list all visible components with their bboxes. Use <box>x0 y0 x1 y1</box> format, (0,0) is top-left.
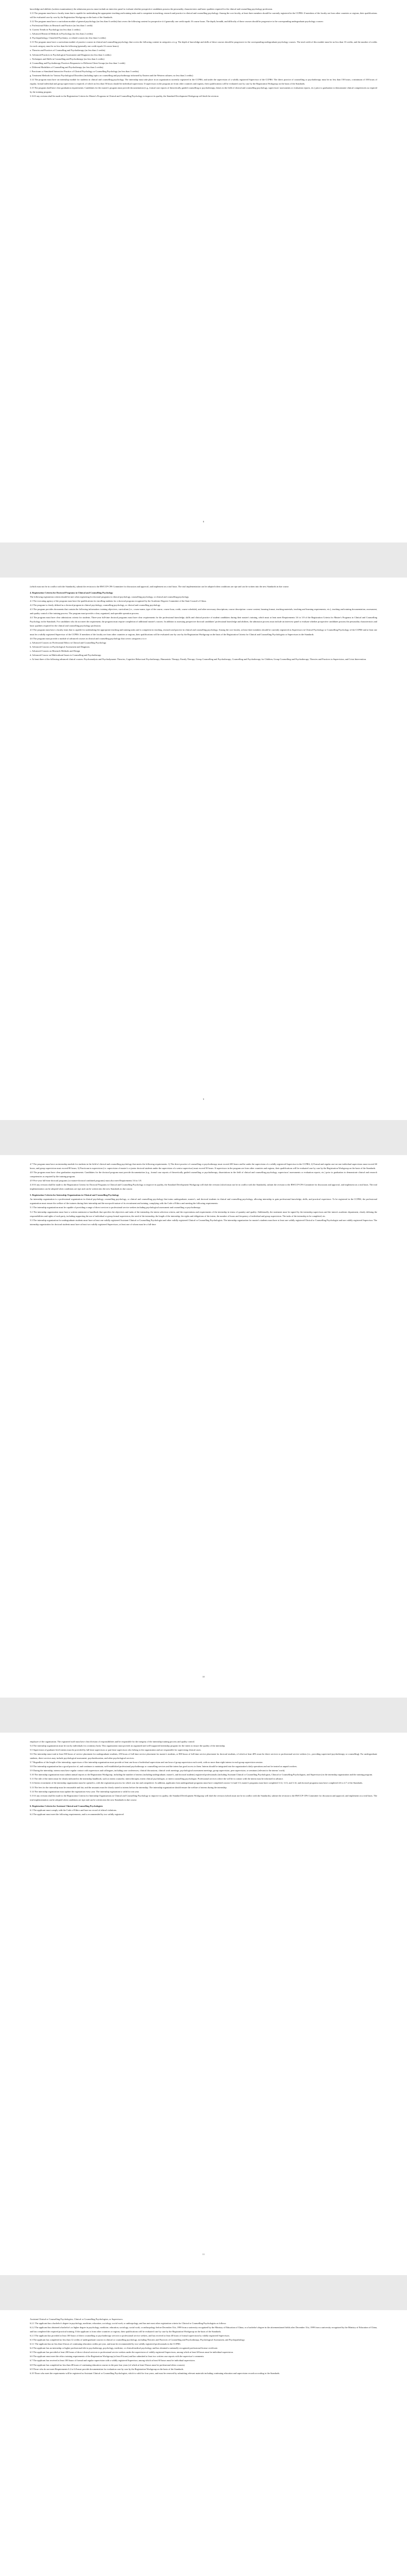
paragraph: 6.6 The applicant must meet the ethics training requirements of the Registration Workgroup (at least 8 hours) and has submitted at least two written case reports with the supervisor's comments. <box>30 2355 205 2358</box>
paragraph: 4.7 The program must have an internship module for students in the field of clinical and counselling psychology that meets the following requirements: 1) The direct practice of counselling or psychotherapy must exceed 200 hours and be under the supervision of a validly registered Supervisor in the CCPRS; 2) Formal and regular one-on-one individual supervision must exceed 60 hours, and group supervision must exceed 80 hours; 3) Practicum in supervision (i.e. supervision of master's or junior doctoral students under the supervision of a senior supervisor) must exceed 50 hours. If supervisors in the program are from other countries and regions, their qualifications will be evaluated case by case by the Registration Workgroup on the basis of the Standards. <box>30 1163 377 1170</box>
page-text <box>30 2317 377 2376</box>
section-heading: 4. Registration Criteria for Doctoral Programs in Clinical and Counselling Psychology <box>30 591 113 595</box>
page-number: 9 <box>202 1098 205 1100</box>
page-text <box>30 7 377 98</box>
list-item: c. Advanced Research Methods in Psychology (no less than 2 credits) <box>30 32 93 36</box>
list-item: g. Treatment Methods for Various Psychological Disorders (including topics on counselling and psychotherapy informed by Eastern and the Western cultures; no less than 2 credits) <box>30 74 193 77</box>
list-item: f. Practicum or Simulated Interactive Practice of Clinical Psychology or Counselling Psychology (no less than 3 credits) <box>30 70 139 73</box>
paragraph: 5.3 The internship organization for undergraduate students must have at least one validly registered Assistant Clinical or Counselling Psychologist and other validly registered Clinical or Counselling Psychologists. The internship organization for master's students must have at least one validly registered Clinical or Counselling Psychologist and one validly registered Supervisor. The internship organization for doctoral students must have at least two validly registered Supervisors, at least one of whom must be a full-time <box>30 1218 377 1226</box>
paragraph: 6.5 The applicant has provided at least 200 hours of direct clinical services to professional service seekers under the supervision of validly registered Supervisors, among which at least 60 hours must be individual supervision. <box>30 2351 233 2354</box>
paragraph: 5.13 The fees for the internship must be reasonable and fair, and the amounts must be clearly stated to interns before the internship. The internship organization should ensure the welfare of interns during the internship. <box>30 1786 227 1789</box>
paragraph: 4.5 The program must have a faculty team that is capable for undertaking the appropriate teaching and training tasks and is competent in teaching, research and practice in clinical and counselling psychology. Among the core faculty, at least three members should be currently registered as Supervisors in Clinical Psychology or Counselling Psychology of the CCPRS and at least one must be a validly registered Supervisor of the CCPRS. If members of the faculty are from other countries or regions, their qualifications will be evaluated case by case by the Registration Workgroup on the basis of the Registration Criteria for Clinical and Counselling Psychologists or Supervisors in the Standards. <box>30 629 377 636</box>
paragraph: 6.4 The applicant has an internship or higher professional title in psychotherapy, psychology, medicine, or clinical/medical psychology and has obtained a nationally recognized professional license certificate. <box>30 2347 218 2350</box>
list-item: c. Techniques and Skills in Counselling and Psychotherapy (no less than 2 credits) <box>30 57 105 60</box>
paragraph: 5.2 The internship organization must have a written statement or handbook that specifies the objectives and tasks of the internship, the intern selection criteria, and the expectations and requirements of the internship in terms of quantity and quality. Additionally, the statement must be signed by the internship supervisors and the intern's academic department, clearly defining the responsibilities and rights of each party, including supporting the use of individual or group formal supervision, the need of the internship, the length of the internship, the rights and obligations of the intern, the number of hours and frequency of individual and group supervision. The tasks of the internship to be completed, etc. <box>30 1210 377 1217</box>
list-item: a. Professional Ethics in Research and Practice (no less than 1 credit) <box>30 24 93 27</box>
list-item: d. Advanced Course on Multicultural Issues in Counselling and Psychotherapy <box>30 653 101 656</box>
paragraph: 5.1 The internship organization must be capable of providing a range of direct services to professional service seekers including psychological assessment and counselling or psychotherapy. <box>30 1206 201 1209</box>
document-page-11 <box>0 1733 407 2275</box>
paragraph: 6.9 Those who do not meet Requirements 6.2 to 6.8 must provide documentation for evaluation case by case by the Registration Workgroup on the basis of the Standards. <box>30 2367 184 2370</box>
paragraph: 3.16 If any revision shall be made to the Registration Criteria for Master's Programs in Clinical and Counselling Psychology to improve its quality, the Standard Development Workgroup will draft the revision <box>30 94 218 97</box>
paragraph: 6.2.3 The applicant has provided at least 100 hours of direct counselling or psychotherapy services to professional service seekers, and has received at least 40 hours of formal supervision by validly registered Supervisors. <box>30 2334 230 2337</box>
paragraph: 5.15 If any revision shall be made to the Registration Criteria for Internship Organizations in Clinical and Counselling Psychology to improve its quality, the Standard Development Workgroup will draft the revision (which must not be in conflict with the Standards), submit the revision to the RWCCP-CPS Committee for discussion and approval, and implement on a trial basis. The trial implementation can be adopted when conditions are ripe and can be written into the new Standards in due course. <box>30 1794 377 1801</box>
paragraph: 4.2 The program is clearly defined as a doctoral program in clinical psychology, counselling psychology, or clinical and counselling psychology. <box>30 604 161 607</box>
page-number: 8 <box>202 520 205 523</box>
paragraph: 5.10 The internship organization must submit annual reports to the Registration Workgroup, including the number of interns (including undergraduate, master's, and doctoral students) registered professionals (including Assistant Clinical or Counselling Psychologists, Clinical or Counselling Psychologists, and Supervisors) in the internship organization and the training program. <box>30 1773 373 1776</box>
document-page-12 <box>0 2310 407 2576</box>
list-item: b. Current Trends in Psychology (no less than 2 credits) <box>30 28 80 31</box>
paragraph: (which must not be in conflict with the Standards), submit the revision to the RWCCP-CPS Committee for discussion and approval, and implement on a trial basis. The trial implementation can be adopted when conditions are ripe and can be written into the new Standards in due course. <box>30 585 290 588</box>
page-text <box>30 1740 377 1817</box>
page-number: 10 <box>202 1675 205 1678</box>
page-number: 11 <box>202 2253 205 2256</box>
paragraph: 6.2 The applicant must meet the following requirements, and is recommended by two validly registered <box>30 1812 124 1816</box>
paragraph: 6.8 The applicant has completed no less than 48 hours of continuing education courses in the past four years (of which at least 8 hours must be professional ethics courses). <box>30 2363 185 2366</box>
paragraph: 4.8 The program must have clear graduation requirements: Candidates for the doctoral program must provide documentation (e.g., formal case reports of theoretically guided counselling or psychotherapy, dissertations in the field of clinical and counselling psychology, supervisors' assessments or evaluation reports, etc.) prior to graduation to demonstrate clinical and research competencies as required by the training program. <box>30 1171 377 1178</box>
paragraph: 4.9 Five-year full-time doctoral programs (or master-doctoral combined programs) must also meet Requirements 3.6 to 3.9. <box>30 1179 142 1182</box>
paragraph: 3.14 The program must have an internship module for students in clinical and counselling psychology. The internship must take place in an organization currently registered in the CCPRS, and under the supervision of a validly registered Supervisor of the CCPRS. The direct practice of counselling or psychotherapy must be no less than 150 hours, a minimum of 100 hours of regular, formal individual and group supervision is required, of which no less than 50 hours should be individual supervision. If supervisors in the program are from other countries and regions, their qualifications will be evaluated case by case by the Registration Workgroup on the basis of the Standards. <box>30 78 377 85</box>
document-page-9 <box>0 578 407 1120</box>
paragraph: 6.2.1 The applicant has a bachelor's degree in psychology, medicine, education, sociology, social work, or anthropology, and has met most other registration criteria for Clinical or Counselling Psychologists as follows: <box>30 2322 227 2325</box>
paragraph: 5.6 The internship must total at least 500 hours of service placement for undergraduate students, 250 hours of full-time service placement for master's students, or 800 hours of full-time service placement for doctoral students, of which at least 40% must be direct services to professional service seekers (i.e., providing supervised psychotherapy or counselling). For undergraduate students, direct services may include psychological assessment, psychoeducation, and other psychological services. <box>30 1753 377 1760</box>
paragraph: 5.4 The internship organization must be run by individuals for a ministry body. This organization must provide an organized and well-supported internship program for the intern to ensure the quality of the internship. <box>30 1744 226 1748</box>
paragraph: 5.11 The title of the intern must be clearly indicated in the internship handbook, such as intern counselor, intern therapist, intern clinical psychologist, or intern counselling psychologist. Professional services where the will be in contact with the intern must be informed in advance. <box>30 1777 284 1781</box>
list-item: a. Advanced Courses on Professional Ethics in Clinical and Counselling Psychology <box>30 641 107 644</box>
list-item: c. Advanced Courses on Research Methods and Design <box>30 649 80 652</box>
paragraph: 3.15 The program shall have clear graduation requirements: Candidates for the master's program must provide documentation (e.g., formal case reports of theoretically guided counselling or psychotherapy, theses in the field of clinical and counselling psychology, supervisors' assessments or evaluation reports, etc.) prior to graduation to demonstrate clinical competencies as required by the training program. <box>30 86 377 93</box>
paragraph: 6.3.1 The applicant has no less than 6 hours of continuing education credits per year, and must be recommended by two validly registered professionals in the CCPRS. <box>30 2343 181 2346</box>
paragraph: 4.4 The program must have clear admissions criteria for students. Three-year full-time doctoral programs must have clear requirements for the professional knowledge, skills and clinical practice of student candidates during their master's training, which must at least meet Requirements 3.6 to 3.9 of the Registration Criteria for Master's Programs in Clinical and Counselling Psychology in the Standards. For candidates who do not meet the requirement, the program must require completion of additional master's courses. In addition to assessing prospective doctoral candidates' professional knowledge and abilities, the admission process must include an interview panel to evaluate whether prospective candidates possess the personality characteristics and basic qualities required for the clinical and counselling psychology profession. <box>30 616 377 628</box>
paragraph: 6.3 The applicant has completed no less than 12 credits of undergraduate courses in clinical or counselling psychology, including Theories and Practices of Counselling and Psychotherapy, Psychological Assessment, and Psychopathology. <box>30 2338 245 2342</box>
paragraph: 4.1 The executing agency of the program must have the qualifications for enrolling students for a doctoral program recognized by the Academic Degrees Committee of the State Council of China. <box>30 600 207 603</box>
list-item: b. Advanced Practices in Psychological Assessment and Diagnosis (no less than 2 credits) <box>30 53 111 56</box>
section-heading: 6. Registration Criteria for Assistant Clinical and Counselling Psychologists <box>30 1804 103 1807</box>
paragraph: 5.9 During the internship, interns must have regular contact with supervisors and colleagues, including case conferences, clinical discussions, clinical work meetings, psychological assessment meetings, group supervision, peer supervision, or seminars (relevant to the interns' work). <box>30 1769 285 1772</box>
paragraph: knowledge and abilities (written examinations); the admission process must include an interview panel to evaluate whether prospective candidates possess the personality characteristics and basic qualities required for the clinical and counselling psychology profession. <box>30 8 273 10</box>
paragraph: Assistant Clinical or Counselling Psychologists, Clinical or Counselling Psychologists, or Supervisors: <box>30 2318 123 2320</box>
list-item: d. Counselling and Psychotherapy Practices Responsive to Different Client Groups (no less than 1 credit) <box>30 61 125 64</box>
paragraph: 4.10 If any revision shall be made to the Registration Criteria for Doctoral Programs in Clinical and Counselling Psychology to improve its quality, the Standard Development Workgroup will draft the revision (which must not be in conflict with the Standards), submit the revision to the RWCCP-CPS Committee for discussion and approval, and implement on a trial basis. The trial implementation can be adopted when conditions are ripe and can be written into the new Standards in due course. <box>30 1183 377 1191</box>
section-heading: 5. Registration Criteria for Internship Organizations in Clinical and Counselling Psychology <box>30 1194 119 1197</box>
paragraph: 6.7 The applicant has received at least 100 hours of formal and regular supervision with a validly registered Supervisor, among which at least 60 hours must be individual supervision. <box>30 2359 195 2362</box>
paragraph: 4.6 The program must provide a module of advanced courses in clinical and counselling psychology that covers categories a to e: <box>30 637 147 640</box>
list-item: a. Theories and Practices of Counselling and Psychotherapy (no less than 2 credits) <box>30 49 106 52</box>
paragraph: 4.3 The program provides documents that contain the following information: training objectives, curriculum (i.e., course name, type of the course, course hour, credit, course schedule), and other necessary descriptions; course description: course content, learning format, teaching materials, teaching and learning requirements, etc.), teaching and training documentation, assessment, and quality control of the training process. The program must provide a clear, organized, and operable operation process. <box>30 608 377 615</box>
list-item: e. At least three of the following advanced clinical courses: Psychoanalysis and Psychodynamic Theories; Cognitive Behavioral Psychotherapy; Humanistic Therapy; Family Therapy; Group Counselling and Psychotherapy; Counselling and Psychotherapy for Children, Group Counselling and Psychotherapy; Theories and Practices in Supervision, and Crisis Intervention. <box>30 657 367 660</box>
paragraph: The following registration criteria should be met when registering for doctoral programs in clinical psychology, counselling psychology, or clinical and counselling psychology. <box>30 596 190 599</box>
paragraph: 5.8 The internship organization has a good practice of, and continues to maintain, well-established professional psychotherapy or counselling services and the intern has good access to them. Interns should be integrated into the organization's daily operations and not be treated as unpaid workers. <box>30 1765 297 1768</box>
paragraph: 3.12 The program must have a curriculum module of general psychology (no less than 6 credits) that covers the following content for prospective it if generally one credit equals 16 course hours. The depth, breadth, and difficulty of these courses should be progressive to the corresponding undergraduate psychology courses: <box>30 20 324 23</box>
list-item: d. Psychopathology, Classified Psychiatry, or related courses (no less than 2 credits) <box>30 37 106 40</box>
paragraph: employee of the organization. The registered staff must have clear division of responsibilities and be responsible for the integrity of the internship training process and quality control. <box>30 1740 195 1743</box>
paragraph: 5.14 The internship organization must update the registration every year. The internship registration is valid for one year. <box>30 1790 140 1793</box>
document-page-8 <box>0 0 407 543</box>
paragraph: 3.11 The program must have a faculty team that is capable for undertaking the appropriate teaching and training tasks and is competent in teaching, research and practice in clinical and counselling psychology. Among the core faculty, at least three members should be currently registered in the CCPRS. If members of the faculty are from other countries or regions, their qualifications will be evaluated case by case by the Registration Workgroup on the basis of the Standards. <box>30 12 377 19</box>
paragraph: 3.13 The program must have a curriculum module of practice courses in clinical and counselling psychology that covers the following content in categories a to g. The depth of knowledge and skills of these courses should be progressive to the corresponding undergraduate psychology courses. The total credit of this module must be no less than 10 credits, and the number of credits for each category must be no less than the following (generally one credit equals 16 course hours): <box>30 41 377 48</box>
paragraph: 6.10 Those who meet the requirements will be registered as Assistant Clinical or Counselling Psychologists, which is valid for four years, and must be renewed by submitting relevant materials including continuing education and supervision records according to the Standards. <box>30 2371 280 2375</box>
paragraph: An internship organization is a professional organization in clinical psychology, counselling psychology, or clinical and counselling psychology that trains undergraduate, master's, and doctoral students in clinical and counselling psychology, allowing internship to gain professional knowledge, skills, and practical experience. To be registered in the CCPRS, the professional organization must ensure the welfare of the trainees during their internship and the non-profit nature of its recruitment and training, complying with the Code of Ethics and meeting the following requirements: <box>30 1198 377 1205</box>
page-text <box>30 585 377 662</box>
list-item: b. Advanced Courses on Psychological Assessment and Diagnosis <box>30 645 90 648</box>
paragraph: 6.1 The applicant must comply with the Code of Ethics and have no record of ethical violations. <box>30 1808 117 1811</box>
list-item: e. Different Modalities of Counselling and Psychotherapy (no less than 2 credits) <box>30 65 104 69</box>
page-text <box>30 1162 377 1227</box>
paragraph: 6.2.2 The applicant has obtained a bachelor's or higher degree in psychology, medicine, education, sociology, social work, or anthropology before December 31st, 1999 from a university recognized by the Ministry of Education of China, or a bachelor's degree in the aforementioned fields after December 31st, 1999 from a university recognized by the Ministry of Education of China, and has completed the required practical training. If the applicant is from other countries or regions, their qualifications will be evaluated case by case by the Registration Workgroup on the basis of the Standards. <box>30 2326 377 2333</box>
paragraph: 5.7 Regardless of the length of the internship, supervisors of the internship organization must provide at least one hour of individual supervision and one hour of group supervision each week, with no more than eight interns in each group supervision session. <box>30 1761 263 1764</box>
paragraph: 5.5 Supervision of graduate level interns must be provided by full-time supervisors or part-time supervisors who belong to the organization and are responsible for supervising clinical cases. <box>30 1749 201 1752</box>
document-page-10 <box>0 1155 407 1698</box>
paragraph: 5.12 Intern recruitment of the internship organization must be opened to, with the registration process for which was fair and competitive. In addition, applicants from undergraduate programs must have completed courses 3.4 and 3.5; master's programs must have completed 3.12, 3.13, and 3.14; and doctoral programs must have completed 4.6 to 4.7 of the Standards. <box>30 1782 363 1785</box>
